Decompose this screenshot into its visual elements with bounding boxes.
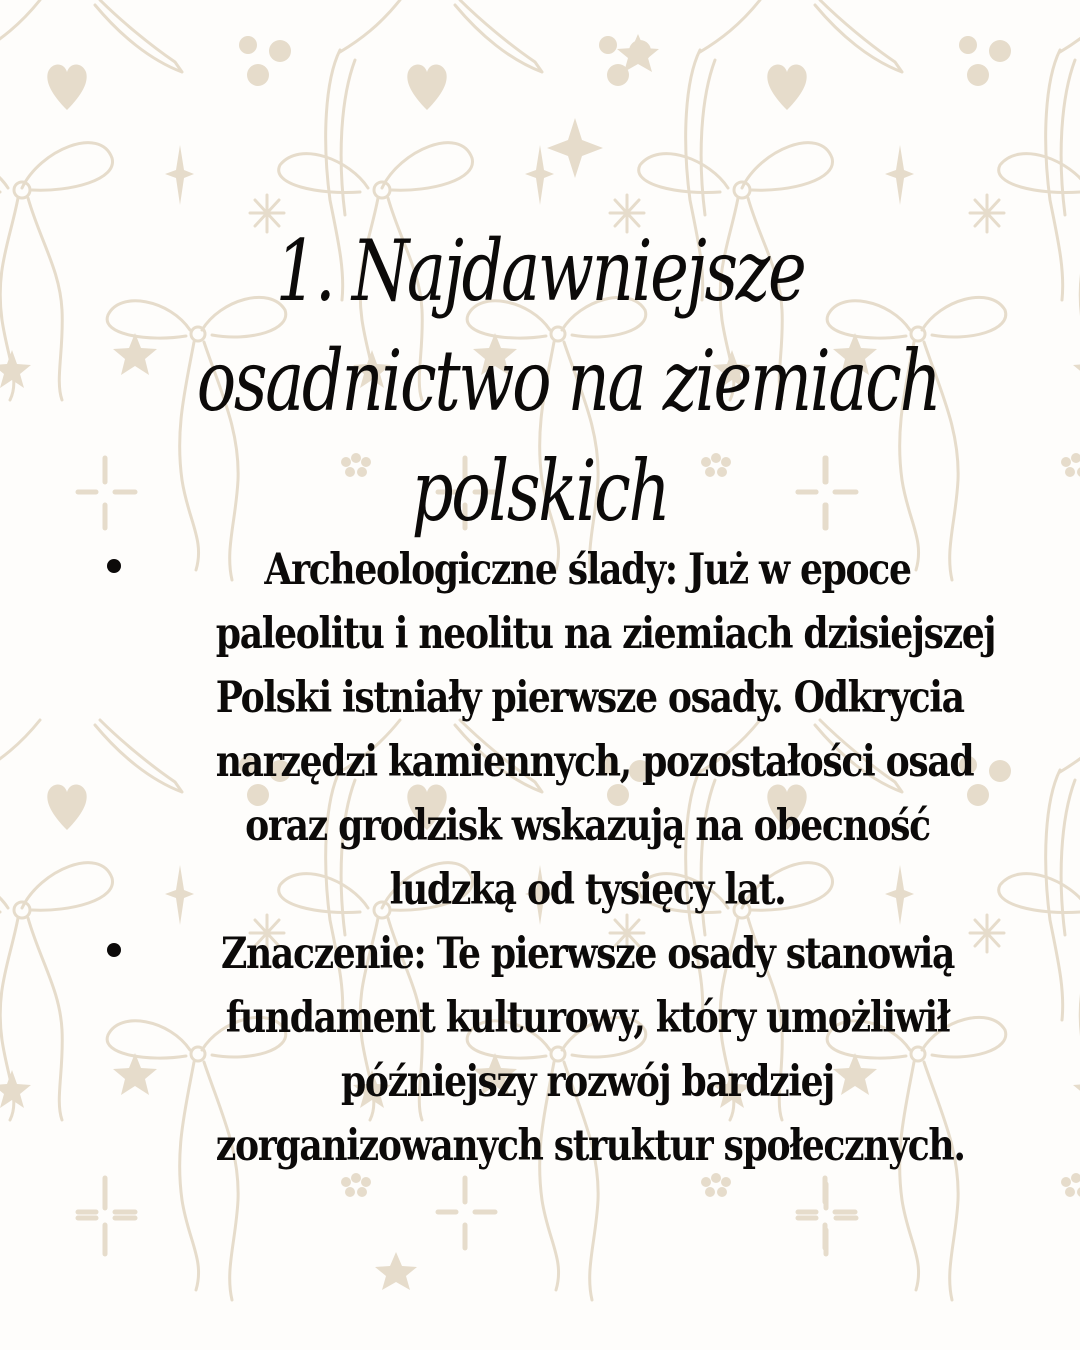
title-line: 1. Najdawniejsze	[275, 222, 805, 321]
bullet-line: narzędzi kamiennych, pozostałości osad	[215, 737, 974, 787]
bullet-dot-icon	[107, 559, 121, 573]
bullet-line: paleolitu i neolitu na ziemiach dzisiejszej	[215, 609, 996, 659]
bullet-line: Znaczenie: Te pierwsze osady stanowią	[220, 929, 955, 979]
bullet-line: zorganizowanych struktur społecznych.	[215, 1121, 965, 1171]
bullet-text	[145, 922, 1030, 1178]
title-line: polskich	[411, 442, 669, 541]
bullet-text	[145, 538, 1030, 922]
bullet-line: Archeologiczne ślady: Już w epoce	[264, 545, 911, 595]
bullet-dot-icon	[107, 943, 121, 957]
bullet-item-archeology	[100, 538, 1030, 922]
bullet-line: ludzką od tysięcy lat.	[389, 865, 786, 915]
bullet-line: późniejszy rozwój bardziej	[340, 1057, 835, 1107]
title-line: osadnictwo na ziemiach	[196, 332, 940, 431]
bullet-item-significance	[100, 922, 1030, 1178]
slide-title	[196, 216, 940, 546]
bullet-line: fundament kulturowy, który umożliwił	[225, 993, 950, 1043]
bullet-line: Polski istniały pierwsze osady. Odkrycia	[215, 673, 964, 723]
bullet-list	[100, 538, 1030, 1178]
bullet-line: oraz grodzisk wskazują na obecność	[245, 801, 930, 851]
